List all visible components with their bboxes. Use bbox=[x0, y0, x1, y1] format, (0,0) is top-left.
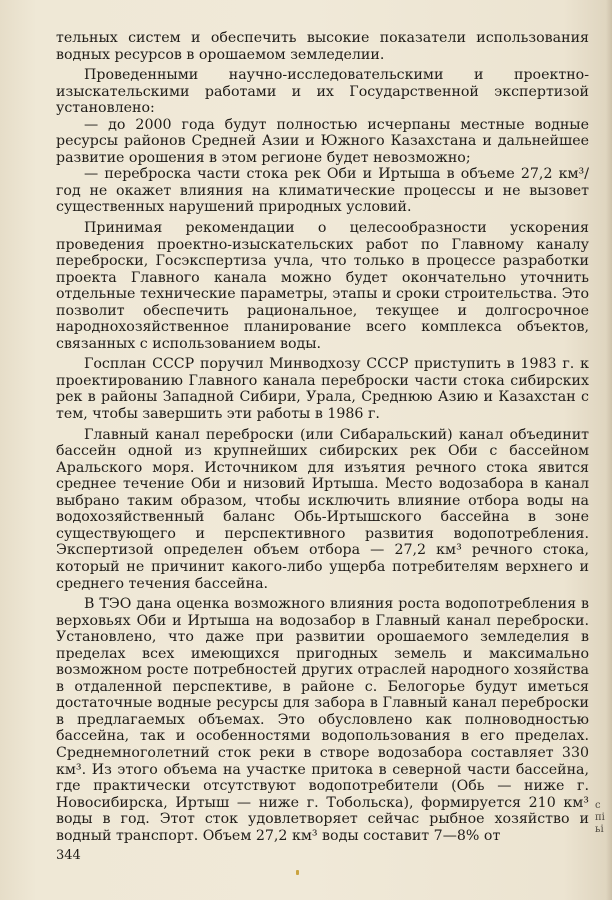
margin-mark: ьі bbox=[595, 824, 604, 835]
paragraph-7: Главный канал переброски (или Сибаральский) канал объединит бассейн одной из крупнейших сибирских рек Оби с бассейном Аральского моря. Источником для изъятия речного стока явится среднее течение Оби и низовий Иртыша. Место водозабора в канал выбрано таким образом, чтобы исключить влияние отбора воды на водохозяйственный баланс Обь-Иртышского бассейна в зоне существующего и перспективного развития водопотребления. Экспертизой определен объем отбора — 27,2 км³ речного стока, который не причинит какого-либо ущерба потребителям верхнего и среднего течения бассейна. bbox=[56, 426, 589, 592]
body-text bbox=[56, 30, 589, 848]
paragraph-3: — до 2000 года будут полностью исчерпаны местные водные ресурсы районов Средней Азии и Южного Казахстана и дальнейшее развитие орошения в этом регионе будет невозможно; bbox=[56, 116, 589, 166]
margin-mark: с bbox=[595, 800, 601, 811]
paragraph-2: Проведенными научно-исследовательскими и проектно-изыскательскими работами и их Государственной экспертизой установлено: bbox=[56, 67, 589, 117]
paragraph-4: — переброска части стока рек Оби и Иртыша в объеме 27,2 км³/год не окажет влияния на климатические процессы и не вызовет существенных нарушений природных условий. bbox=[56, 166, 589, 216]
paragraph-5: Принимая рекомендации о целесообразности ускорения проведения проектно-изыскательских работ по Главному каналу переброски, Госэкспертиза учла, что только в процессе разработки проекта Главного канала можно будет окончательно уточнить отдельные технические параметры, этапы и сроки строительства. Это позволит обеспечить рациональное, текущее и долгосрочное народнохозяйственное планирование всего комплекса объектов, связанных с использованием воды. bbox=[56, 220, 589, 352]
ink-mark bbox=[296, 870, 299, 875]
paragraph-1: тельных систем и обеспечить высокие показатели использования водных ресурсов в орошаемом земледелии. bbox=[56, 30, 589, 63]
margin-marks bbox=[595, 800, 605, 836]
margin-mark: пі bbox=[595, 812, 605, 823]
page-number: 344 bbox=[56, 848, 81, 863]
page-edge-shadow bbox=[606, 0, 612, 900]
paragraph-8: В ТЭО дана оценка возможного влияния роста водопотребления в верховьях Оби и Иртыша на водозабор в Главный канал переброски. Установлено, что даже при развитии орошаемого земледелия в пределах всех имеющихся пригодных земель и максимально возможном росте потребностей других отраслей народного хозяйства в отдаленной перспективе, в районе с. Белогорье будут иметься достаточные водные ресурсы для забора в Главный канал переброски в предлагаемых объемах. Это обусловлено как полноводностью бассейна, так и особенностями водопользования в его пределах. Среднемноголетний сток реки в створе водозабора составляет 330 км³. Из этого объема на участке притока в северной части бассейна, где практически отсутствуют водопотребители (Обь — ниже г. Новосибирска, Иртыш — ниже г. Тобольска), формируется 210 км³ воды в год. Этот сток удовлетворяет сейчас рыбное хозяйство и водный транспорт. Объем 27,2 км³ воды составит 7—8% от bbox=[56, 596, 589, 844]
paragraph-6: Госплан СССР поручил Минводхозу СССР приступить в 1983 г. к проектированию Главного канала переброски части стока сибирских рек в районы Западной Сибири, Урала, Среднюю Азию и Казахстан с тем, чтобы завершить эти работы в 1986 г. bbox=[56, 356, 589, 423]
